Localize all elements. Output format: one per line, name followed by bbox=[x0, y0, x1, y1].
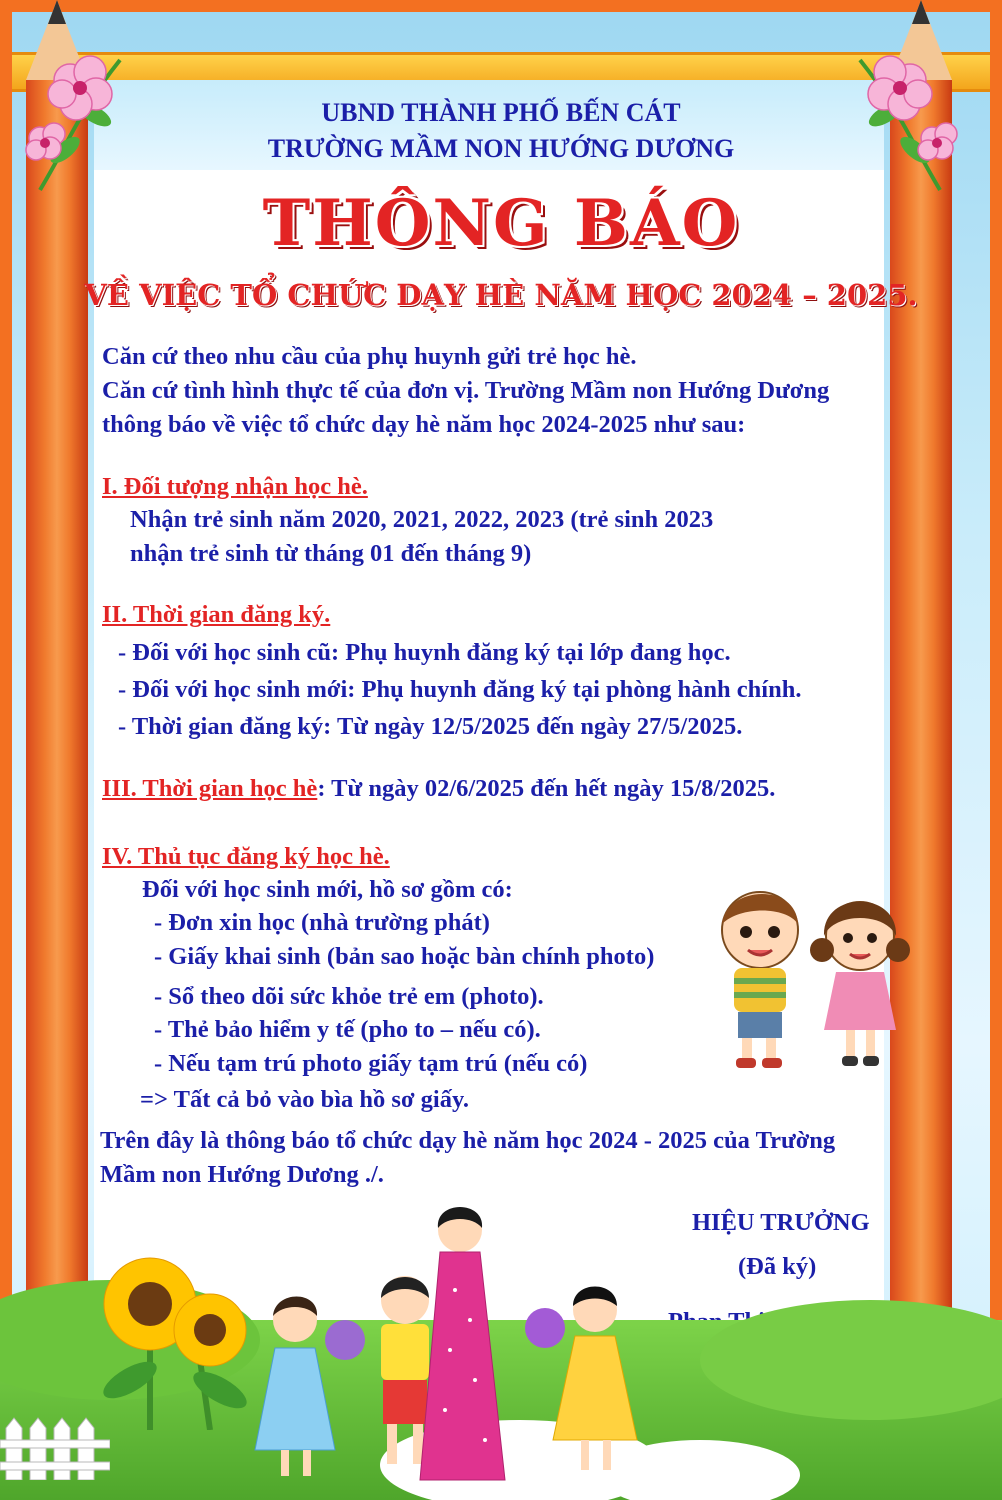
section-2-line: - Đối với học sinh cũ: Phụ huynh đăng ký tại lớp đang học. bbox=[118, 639, 731, 666]
section-2-heading: II. Thời gian đăng ký. bbox=[102, 601, 331, 628]
section-4-line: - Đơn xin học (nhà trường phát) bbox=[154, 909, 490, 936]
intro-line: Căn cứ theo nhu cầu của phụ huynh gửi trẻ học hè. bbox=[102, 343, 637, 370]
section-1-heading: I. Đối tượng nhận học hè. bbox=[102, 473, 368, 500]
section-3-heading: III. Thời gian học hè bbox=[102, 775, 318, 802]
section-4-line: - Nếu tạm trú photo giấy tạm trú (nếu có) bbox=[154, 1050, 588, 1077]
signature-status: (Đã ký) bbox=[738, 1253, 817, 1280]
section-1-line: nhận trẻ sinh từ tháng 01 đến tháng 9) bbox=[130, 540, 532, 567]
org-line-2: TRƯỜNG MẦM NON HƯỚNG DƯƠNG bbox=[267, 134, 735, 163]
closing-line: Mầm non Hướng Dương ./. bbox=[100, 1161, 384, 1188]
teacher-with-children-icon bbox=[245, 1200, 665, 1490]
org-line-1: UBND THÀNH PHỐ BẾN CÁT bbox=[321, 98, 681, 127]
section-4-line: - Sổ theo dõi sức khỏe trẻ em (photo). bbox=[154, 983, 544, 1010]
notice-subtitle: VỀ VIỆC TỔ CHỨC DẠY HÈ NĂM HỌC 2024 – 2025. bbox=[84, 278, 918, 312]
children-icon bbox=[700, 880, 920, 1080]
notice-title: THÔNG BÁO bbox=[262, 186, 740, 261]
section-4-heading: IV. Thủ tục đăng ký học hè. bbox=[102, 843, 390, 870]
section-4-line: - Giấy khai sinh (bản sao hoặc bàn chính photo) bbox=[154, 943, 655, 970]
section-4-line: => Tất cả bỏ vào bìa hồ sơ giấy. bbox=[140, 1086, 469, 1113]
section-2-line: - Thời gian đăng ký: Từ ngày 12/5/2025 đến ngày 27/5/2025. bbox=[118, 713, 743, 740]
section-1-line: Nhận trẻ sinh năm 2020, 2021, 2022, 2023 (trẻ sinh 2023 bbox=[130, 506, 714, 533]
section-3-text: : Từ ngày 02/6/2025 đến hết ngày 15/8/2025. bbox=[317, 775, 776, 802]
intro-line: thông báo về việc tổ chức dạy hè năm học 2024-2025 như sau: bbox=[102, 411, 746, 438]
section-4-line: Đối với học sinh mới, hồ sơ gồm có: bbox=[142, 876, 513, 903]
signature-role: HIỆU TRƯỞNG bbox=[692, 1209, 870, 1236]
intro-line: Căn cứ tình hình thực tế của đơn vị. Trường Mầm non Hướng Dương bbox=[102, 377, 830, 404]
section-3 bbox=[102, 772, 922, 806]
sunflower-icon bbox=[70, 1230, 270, 1430]
closing-line: Trên đây là thông báo tổ chức dạy hè năm học 2024 - 2025 của Trường bbox=[100, 1127, 836, 1154]
section-4-line: - Thẻ bảo hiểm y tế (pho to – nếu có). bbox=[154, 1016, 541, 1043]
section-2-line: - Đối với học sinh mới: Phụ huynh đăng ký tại phòng hành chính. bbox=[118, 676, 802, 703]
